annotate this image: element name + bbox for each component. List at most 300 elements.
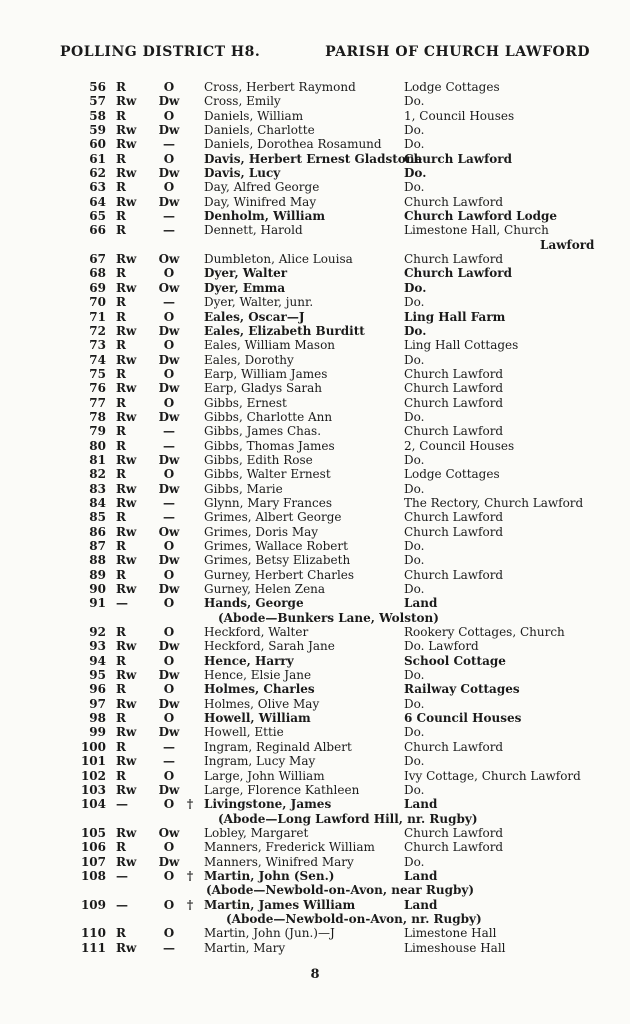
elector-name: Gibbs, Charlotte Ann: [204, 409, 333, 424]
elector-address: Limeshouse Hall: [404, 940, 506, 955]
elector-number: 77: [89, 395, 106, 410]
elector-name: Dumbleton, Alice Louisa: [204, 252, 353, 267]
elector-name: Martin, James William: [204, 897, 356, 912]
elector-number: 100: [80, 739, 106, 754]
elector-number: 88: [89, 553, 106, 568]
register-entry: [0, 568, 630, 582]
elector-number: 108: [80, 868, 106, 883]
occupation-code: O: [163, 682, 175, 697]
elector-number: 75: [89, 366, 106, 381]
elector-name: Gibbs, Edith Rose: [204, 452, 313, 467]
elector-address: Do. Lawford: [404, 639, 479, 654]
occupation-code: Dw: [158, 323, 180, 338]
qualification-code: Rw: [116, 696, 137, 711]
qualification-code: Rw: [116, 409, 137, 424]
elector-address: Ling Hall Farm: [404, 309, 506, 324]
elector-name: Cross, Emily: [204, 94, 281, 109]
register-entry: [0, 654, 630, 668]
qualification-code: —: [116, 868, 128, 883]
elector-number: 73: [89, 338, 106, 353]
occupation-code: —: [163, 295, 175, 310]
register-entry: [0, 123, 630, 137]
elector-name: Day, Winifred May: [204, 194, 317, 209]
elector-address: Do.: [404, 123, 425, 138]
qualification-code: R: [116, 567, 126, 582]
qualification-code: R: [116, 223, 126, 238]
page-header: [60, 44, 590, 64]
occupation-code: O: [163, 366, 175, 381]
occupation-code: Dw: [158, 194, 180, 209]
register-entry: [0, 596, 630, 610]
elector-name: Heckford, Sarah Jane: [204, 639, 335, 654]
elector-address: Land: [404, 897, 438, 912]
elector-number: 86: [89, 524, 106, 539]
elector-address: Church Lawford: [404, 825, 504, 840]
page-number: 8: [310, 967, 320, 982]
elector-name: Howell, Ettie: [204, 725, 284, 740]
register-entry: [0, 668, 630, 682]
elector-address: Do.: [404, 352, 425, 367]
occupation-code: O: [163, 711, 175, 726]
qualification-code: Rw: [116, 553, 137, 568]
qualification-code: R: [116, 424, 126, 439]
elector-name: Eales, Oscar—J: [204, 309, 305, 324]
elector-name: Earp, Gladys Sarah: [204, 381, 322, 396]
register-entry: [0, 783, 630, 797]
elector-address: Church Lawford: [404, 510, 504, 525]
elector-address: Do.: [404, 409, 425, 424]
elector-name: Ingram, Reginald Albert: [204, 739, 352, 754]
elector-name: Cross, Herbert Raymond: [204, 80, 356, 94]
elector-number: 95: [89, 668, 106, 683]
elector-name: Gurney, Helen Zena: [204, 582, 326, 597]
register-entry: [0, 195, 630, 209]
elector-number: 58: [89, 108, 106, 123]
elector-name: Ingram, Lucy May: [204, 754, 316, 769]
qualification-code: —: [116, 596, 128, 611]
occupation-code: Dw: [158, 409, 180, 424]
register-entry: [0, 898, 630, 912]
elector-address: Do.: [404, 582, 425, 597]
qualification-code: Rw: [116, 582, 137, 597]
qualification-code: —: [116, 797, 128, 812]
qualification-code: Rw: [116, 323, 137, 338]
elector-name: Holmes, Charles: [204, 682, 315, 697]
elector-number: 97: [89, 696, 106, 711]
elector-address: Rookery Cottages, Church: [404, 625, 565, 640]
register-entry: [0, 711, 630, 725]
register-entry: [0, 209, 630, 223]
occupation-code: O: [163, 309, 175, 324]
elector-address: Church Lawford: [404, 395, 504, 410]
elector-name: Glynn, Mary Frances: [204, 495, 332, 510]
register-entry: [0, 439, 630, 453]
elector-address: Do.: [404, 94, 425, 109]
elector-name: Gibbs, Marie: [204, 481, 283, 496]
elector-address: Limestone Hall: [404, 926, 497, 941]
register-entry: [0, 166, 630, 180]
qualification-code: Rw: [116, 825, 137, 840]
occupation-code: O: [163, 567, 175, 582]
elector-number: 85: [89, 510, 106, 525]
elector-number: 102: [80, 768, 106, 783]
qualification-code: Rw: [116, 495, 137, 510]
elector-address: 2, Council Houses: [404, 438, 515, 453]
qualification-code: R: [116, 209, 126, 224]
elector-name: Gibbs, James Chas.: [204, 424, 322, 439]
elector-name: Eales, Elizabeth Burditt: [204, 323, 365, 338]
elector-address: Do.: [404, 782, 425, 797]
occupation-code: Dw: [158, 94, 180, 109]
occupation-code: Dw: [158, 381, 180, 396]
qualification-code: R: [116, 366, 126, 381]
qualification-code: Rw: [116, 782, 137, 797]
elector-number: 81: [89, 452, 106, 467]
qualification-code: —: [116, 897, 128, 912]
register-entry: [0, 826, 630, 840]
elector-address: Church Lawford: [404, 381, 504, 396]
elector-number: 60: [89, 137, 106, 152]
elector-address: Land: [404, 797, 438, 812]
qualification-code: Rw: [116, 194, 137, 209]
occupation-code: —: [163, 754, 175, 769]
occupation-code: O: [163, 180, 175, 195]
elector-number: 107: [80, 854, 106, 869]
qualification-code: R: [116, 295, 126, 310]
elector-number: 74: [89, 352, 106, 367]
elector-name: Daniels, Charlotte: [204, 123, 315, 138]
elector-number: 87: [89, 539, 106, 553]
occupation-code: Dw: [158, 854, 180, 869]
register-entry: [0, 697, 630, 711]
continuation-text: (Abode—Newbold-on-Avon, near Rugby): [206, 883, 475, 898]
occupation-code: —: [163, 137, 175, 152]
occupation-code: Dw: [158, 696, 180, 711]
occupation-code: O: [163, 467, 175, 482]
register-entry: [0, 725, 630, 739]
elector-address: Do.: [404, 137, 425, 152]
register-entry: [0, 941, 630, 955]
elector-address: Land: [404, 596, 438, 611]
elector-number: 70: [89, 295, 106, 310]
register-entry: [0, 381, 630, 395]
elector-name: Hands, George: [204, 596, 304, 611]
elector-number: 93: [89, 639, 106, 654]
elector-name: Heckford, Walter: [204, 625, 309, 640]
elector-number: 78: [89, 409, 106, 424]
register-entry: [0, 281, 630, 295]
elector-number: 82: [89, 467, 106, 482]
qualification-code: Rw: [116, 94, 137, 109]
register-entry: [0, 252, 630, 266]
register-entry: [0, 539, 630, 553]
elector-address: The Rectory, Church Lawford: [404, 495, 584, 510]
qualification-code: Rw: [116, 940, 137, 955]
elector-number: 111: [80, 940, 106, 955]
register-entry: [0, 338, 630, 352]
occupation-code: Dw: [158, 352, 180, 367]
elector-address: Church Lawford: [404, 194, 504, 209]
occupation-code: —: [163, 940, 175, 955]
occupation-code: Ow: [158, 280, 180, 295]
elector-address: Railway Cottages: [404, 682, 520, 697]
elector-number: 94: [89, 653, 106, 668]
register-entry: [0, 223, 630, 237]
register-entry: [0, 525, 630, 539]
occupation-code: Ow: [158, 252, 180, 267]
elector-name: Large, Florence Kathleen: [204, 782, 360, 797]
elector-name: Grimes, Albert George: [204, 510, 342, 525]
elector-address: Limestone Hall, Church: [404, 223, 549, 238]
elector-number: 56: [89, 80, 106, 94]
elector-number: 63: [89, 180, 106, 195]
elector-address: Do.: [404, 452, 425, 467]
elector-number: 79: [89, 424, 106, 439]
elector-number: 105: [80, 825, 106, 840]
elector-name: Davis, Lucy: [204, 166, 281, 181]
elector-address: Church Lawford: [404, 252, 504, 267]
qualification-code: Rw: [116, 252, 137, 267]
elector-address: Lodge Cottages: [404, 467, 500, 482]
occupation-code: O: [163, 926, 175, 941]
occupation-code: Dw: [158, 553, 180, 568]
elector-number: 92: [89, 625, 106, 640]
continuation-text: (Abode—Newbold-on-Avon, nr. Rugby): [226, 911, 482, 926]
qualification-code: R: [116, 768, 126, 783]
occupation-code: —: [163, 495, 175, 510]
elector-name: Day, Alfred George: [204, 180, 320, 195]
occupation-code: Dw: [158, 481, 180, 496]
elector-number: 96: [89, 682, 106, 697]
polling-district-heading: POLLING DISTRICT H8.: [60, 44, 261, 60]
elector-address: Do.: [404, 553, 425, 568]
occupation-code: O: [163, 108, 175, 123]
elector-name: Denholm, William: [204, 209, 326, 224]
elector-name: Eales, Dorothy: [204, 352, 294, 367]
elector-address: Church Lawford Lodge: [404, 209, 557, 224]
dagger-mark: †: [186, 797, 194, 812]
elector-address: Church Lawford: [404, 567, 504, 582]
elector-number: 110: [80, 926, 106, 941]
register-entry: [0, 869, 630, 883]
occupation-code: O: [163, 596, 175, 611]
elector-name: Daniels, William: [204, 108, 304, 123]
continuation-line: [0, 912, 630, 926]
elector-address: Do.: [404, 166, 427, 181]
elector-name: Gibbs, Thomas James: [204, 438, 335, 453]
register-entry: [0, 754, 630, 768]
elector-address: Land: [404, 868, 438, 883]
elector-name: Dyer, Walter, junr.: [204, 295, 314, 310]
qualification-code: R: [116, 309, 126, 324]
register-entry: [0, 639, 630, 653]
register-entry: [0, 80, 630, 94]
elector-address: Do.: [404, 323, 427, 338]
elector-address: Do.: [404, 725, 425, 740]
elector-address: Do.: [404, 668, 425, 683]
occupation-code: O: [163, 151, 175, 166]
qualification-code: R: [116, 266, 126, 281]
qualification-code: R: [116, 840, 126, 855]
occupation-code: —: [163, 223, 175, 238]
qualification-code: Rw: [116, 352, 137, 367]
occupation-code: Dw: [158, 725, 180, 740]
elector-name: Gibbs, Walter Ernest: [204, 467, 331, 482]
elector-address: Ling Hall Cottages: [404, 338, 519, 353]
register-entry: [0, 424, 630, 438]
elector-address: Church Lawford: [404, 151, 512, 166]
elector-number: 65: [89, 209, 106, 224]
register-entry: [0, 453, 630, 467]
occupation-code: O: [163, 653, 175, 668]
qualification-code: Rw: [116, 854, 137, 869]
occupation-code: O: [163, 395, 175, 410]
qualification-code: Rw: [116, 123, 137, 138]
dagger-mark: †: [186, 897, 194, 912]
occupation-code: Ow: [158, 524, 180, 539]
occupation-code: O: [163, 797, 175, 812]
elector-name: Martin, Mary: [204, 940, 286, 955]
elector-number: 99: [89, 725, 106, 740]
elector-number: 69: [89, 280, 106, 295]
elector-name: Eales, William Mason: [204, 338, 336, 353]
qualification-code: R: [116, 682, 126, 697]
elector-number: 64: [89, 194, 106, 209]
elector-name: Martin, John (Sen.): [204, 868, 335, 883]
occupation-code: —: [163, 510, 175, 525]
qualification-code: R: [116, 739, 126, 754]
qualification-code: Rw: [116, 452, 137, 467]
register-entry: [0, 467, 630, 481]
register-entry: [0, 769, 630, 783]
register-entry: [0, 682, 630, 696]
register-entry: [0, 482, 630, 496]
register-entry: [0, 94, 630, 108]
qualification-code: R: [116, 80, 126, 94]
occupation-code: O: [163, 338, 175, 353]
elector-address: Do.: [404, 481, 425, 496]
elector-name: Livingstone, James: [204, 797, 332, 812]
elector-address: Do.: [404, 539, 425, 553]
elector-address: Church Lawford: [404, 739, 504, 754]
elector-address: Do.: [404, 280, 427, 295]
register-entry: [0, 295, 630, 309]
register-entry: [0, 553, 630, 567]
elector-number: 59: [89, 123, 106, 138]
elector-number: 66: [89, 223, 106, 238]
elector-number: 109: [80, 897, 106, 912]
qualification-code: R: [116, 180, 126, 195]
qualification-code: R: [116, 151, 126, 166]
elector-name: Gurney, Herbert Charles: [204, 567, 355, 582]
register-entry: [0, 353, 630, 367]
register-entry: [0, 582, 630, 596]
register-entry: [0, 109, 630, 123]
qualification-code: R: [116, 467, 126, 482]
occupation-code: O: [163, 625, 175, 640]
elector-address: Church Lawford: [404, 424, 504, 439]
qualification-code: Rw: [116, 725, 137, 740]
qualification-code: R: [116, 108, 126, 123]
elector-name: Hence, Harry: [204, 653, 294, 668]
elector-name: Grimes, Doris May: [204, 524, 319, 539]
qualification-code: Rw: [116, 639, 137, 654]
elector-name: Hence, Elsie Jane: [204, 668, 312, 683]
elector-address: 1, Council Houses: [404, 108, 515, 123]
occupation-code: Dw: [158, 166, 180, 181]
elector-number: 101: [80, 754, 106, 769]
elector-address: Do.: [404, 854, 425, 869]
elector-name: Large, John William: [204, 768, 325, 783]
elector-address: School Cottage: [404, 653, 506, 668]
qualification-code: R: [116, 926, 126, 941]
register-entry: [0, 510, 630, 524]
occupation-code: Dw: [158, 668, 180, 683]
elector-name: Grimes, Betsy Elizabeth: [204, 553, 351, 568]
elector-name: Grimes, Wallace Robert: [204, 539, 348, 553]
occupation-code: —: [163, 739, 175, 754]
elector-address: Do.: [404, 696, 425, 711]
elector-name: Holmes, Olive May: [204, 696, 320, 711]
elector-address: Do.: [404, 295, 425, 310]
elector-address: Do.: [404, 180, 425, 195]
register-entry: [0, 855, 630, 869]
register-entry: [0, 625, 630, 639]
elector-number: 91: [89, 596, 106, 611]
qualification-code: R: [116, 539, 126, 553]
elector-number: 76: [89, 381, 106, 396]
elector-address: Church Lawford: [404, 266, 512, 281]
elector-number: 103: [80, 782, 106, 797]
electoral-register-list: [0, 80, 630, 955]
elector-name: Davis, Herbert Ernest Gladstone: [204, 151, 423, 166]
occupation-code: O: [163, 539, 175, 553]
elector-number: 90: [89, 582, 106, 597]
elector-number: 98: [89, 711, 106, 726]
qualification-code: Rw: [116, 754, 137, 769]
occupation-code: O: [163, 840, 175, 855]
elector-address: Church Lawford: [404, 840, 504, 855]
occupation-code: Dw: [158, 452, 180, 467]
continuation-text: (Abode—Bunkers Lane, Wolston): [218, 610, 439, 625]
elector-name: Manners, Winifred Mary: [204, 854, 354, 869]
elector-number: 104: [80, 797, 106, 812]
elector-name: Dyer, Walter: [204, 266, 288, 281]
elector-number: 83: [89, 481, 106, 496]
elector-name: Dennett, Harold: [204, 223, 303, 238]
qualification-code: R: [116, 711, 126, 726]
elector-number: 57: [89, 94, 106, 109]
elector-number: 80: [89, 438, 106, 453]
elector-number: 89: [89, 567, 106, 582]
register-entry: [0, 152, 630, 166]
elector-number: 61: [89, 151, 106, 166]
qualification-code: Rw: [116, 280, 137, 295]
register-entry: [0, 266, 630, 280]
occupation-code: Dw: [158, 582, 180, 597]
elector-name: Martin, John (Jun.)—J: [204, 926, 335, 941]
register-entry: [0, 396, 630, 410]
elector-name: Howell, William: [204, 711, 311, 726]
elector-name: Earp, William James: [204, 366, 328, 381]
elector-number: 67: [89, 252, 106, 267]
occupation-code: Dw: [158, 639, 180, 654]
register-entry: [0, 180, 630, 194]
qualification-code: Rw: [116, 668, 137, 683]
elector-number: 72: [89, 323, 106, 338]
elector-address: Ivy Cottage, Church Lawford: [404, 768, 581, 783]
occupation-code: Dw: [158, 123, 180, 138]
